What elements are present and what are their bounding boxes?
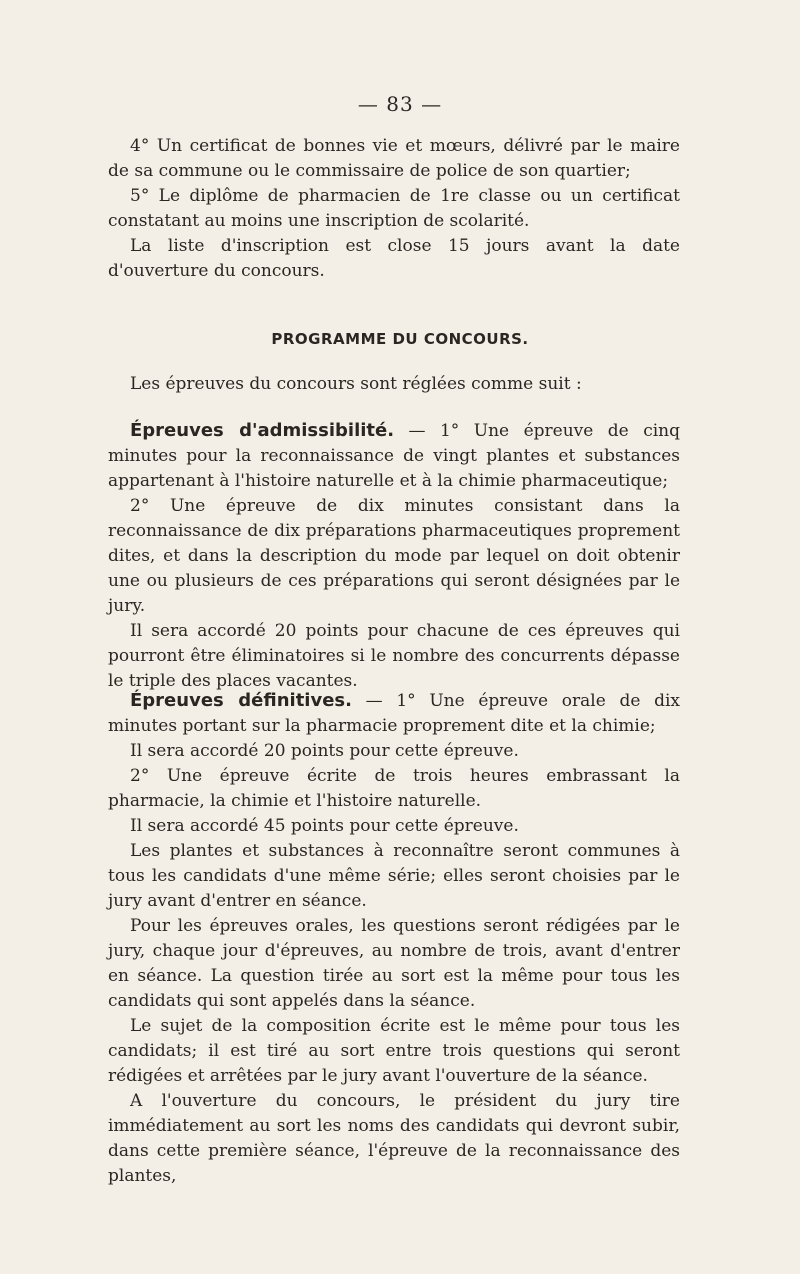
- paragraph: Il sera accordé 20 points pour cette épreuve.: [130, 741, 519, 761]
- paragraph: Les plantes et substances à reconnaître seront communes à tous les candidats d'une même série; elles seront choisies par le jury avant d'entrer en séance.: [108, 841, 680, 911]
- section-heading: Épreuves définitives.: [130, 690, 352, 711]
- admissibilite-section: [108, 418, 680, 694]
- paragraph: Les épreuves du concours sont réglées comme suit :: [130, 374, 582, 394]
- section-heading: Épreuves d'admissibilité.: [130, 420, 395, 441]
- paragraph: Il sera accordé 20 points pour chacune de ces épreuves qui pourront être éliminatoires si le nombre des concurrents dépasse le triple des places vacantes.: [108, 621, 680, 691]
- requirements-section: [108, 134, 680, 284]
- paragraph: 2° Une épreuve de dix minutes consistant dans la reconnaissance de dix préparations pharmaceutiques proprement dites, et dans la description du mode par lequel on doit obtenir une ou plusieurs de ces préparations qui seront désignées par le jury.: [108, 496, 680, 616]
- paragraph: La liste d'inscription est close 15 jours avant la date d'ouverture du concours.: [108, 236, 680, 281]
- paragraph: [108, 418, 680, 494]
- paragraph: A l'ouverture du concours, le président du jury tire immédiatement au sort les noms des candidats qui devront subir, dans cette première séance, l'épreuve de la reconnaissance des plantes,: [108, 1091, 680, 1186]
- paragraph: 4° Un certificat de bonnes vie et mœurs, délivré par le maire de sa commune ou le commissaire de police de son quartier;: [108, 136, 680, 181]
- paragraph: [108, 688, 680, 739]
- paragraph: Il sera accordé 45 points pour cette épreuve.: [130, 816, 519, 836]
- paragraph: 2° Une épreuve écrite de trois heures embrassant la pharmacie, la chimie et l'histoire naturelle.: [108, 766, 680, 811]
- paragraph: Le sujet de la composition écrite est le même pour tous les candidats; il est tiré au sort entre trois questions qui seront rédigées et arrêtées par le jury avant l'ouverture de la séance.: [108, 1016, 680, 1086]
- program-title: PROGRAMME DU CONCOURS.: [271, 330, 529, 348]
- paragraph-text: — 1° Une épreuve orale de dix minutes portant sur la pharmacie proprement dite et la chimie;: [108, 691, 680, 736]
- intro-section: [108, 372, 680, 397]
- paragraph: Pour les épreuves orales, les questions seront rédigées par le jury, chaque jour d'épreuves, au nombre de trois, avant d'entrer en séance. La question tirée au sort est la même pour tous les candidats qui sont appelés dans la séance.: [108, 916, 680, 1011]
- page-number: — 83 —: [357, 92, 443, 116]
- paragraph: 5° Le diplôme de pharmacien de 1re classe ou un certificat constatant au moins une inscription de scolarité.: [108, 186, 680, 231]
- definitives-section: [108, 688, 680, 1189]
- paragraph-text: — 1° Une épreuve de cinq minutes pour la reconnaissance de vingt plantes et substances appartenant à l'histoire naturelle et à la chimie pharmaceutique;: [108, 421, 680, 491]
